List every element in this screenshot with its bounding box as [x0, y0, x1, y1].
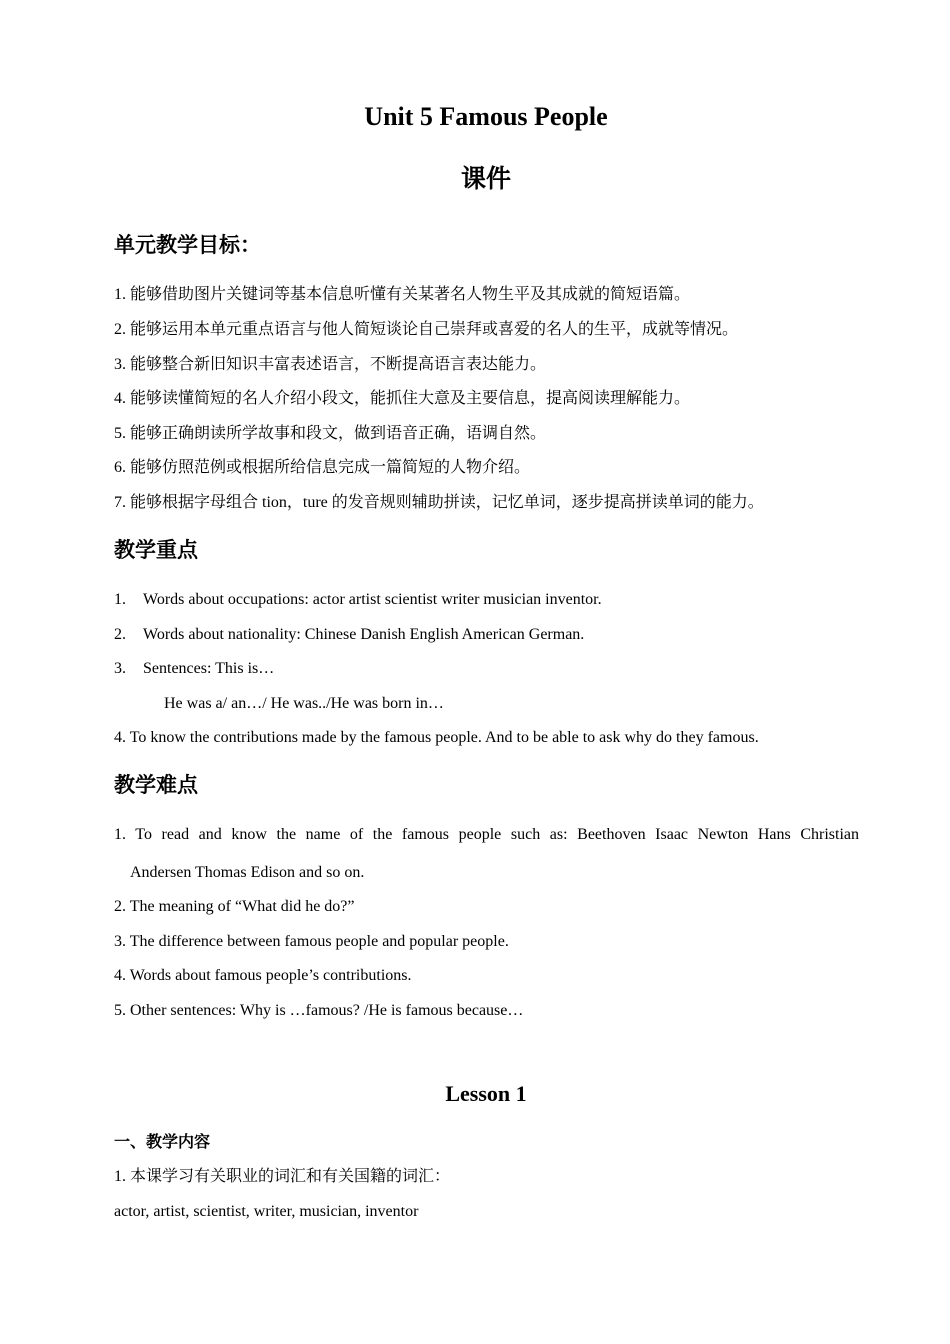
difficulty-item-line: 1. To read and know the name of the famous people such as: Beethoven Isaac Newton Hans Christian [114, 826, 859, 843]
key-point-number: 2. [114, 626, 126, 643]
key-point-item [114, 589, 602, 611]
key-point-number: 4. [114, 729, 126, 746]
lesson-content-line: 1. 本课学习有关职业的词汇和有关国籍的词汇： [114, 1168, 451, 1185]
key-point-text: Sentences: This is… [143, 660, 275, 677]
difficulties-heading: 教学难点 [114, 773, 198, 797]
key-point-sentence-patterns: He was a/ an…/ He was../He was born in… [164, 695, 444, 712]
document-subtitle: 课件 [460, 164, 511, 193]
difficulty-item: 5. Other sentences: Why is …famous? /He is famous because… [114, 1002, 524, 1019]
objective-text: 能够读懂简短的名人介绍小段文，能抓住大意及主要信息，提高阅读理解能力。 [130, 390, 691, 407]
difficulty-item: 3. The difference between famous people and popular people. [114, 933, 509, 950]
key-point-text: To know the contributions made by the famous people. And to be able to ask why do they famous. [129, 729, 759, 746]
key-point-item [114, 658, 274, 680]
teaching-content-heading: 一、教学内容 [114, 1132, 211, 1151]
objective-number: 2. [114, 321, 126, 338]
unit-title: Unit 5 Famous People [364, 102, 608, 131]
key-point-number: 1. [114, 591, 126, 608]
lesson-title: Lesson 1 [445, 1081, 527, 1106]
objective-number: 5. [114, 425, 126, 442]
difficulty-item: 4. Words about famous people’s contributions. [114, 967, 412, 984]
difficulty-item-continuation: Andersen Thomas Edison and so on. [130, 864, 365, 881]
objective-number: 7. [114, 494, 126, 511]
objective-text: 能够运用本单元重点语言与他人简短谈论自己崇拜或喜爱的名人的生平，成就等情况。 [130, 321, 739, 338]
objective-text: 能够根据字母组合 tion，ture 的发音规则辅助拼读，记忆单词，逐步提高拼读单词的能力。 [130, 494, 764, 511]
key-points-heading: 教学重点 [114, 538, 198, 562]
objective-number: 3. [114, 356, 126, 373]
objective-item [114, 354, 546, 376]
objective-number: 1. [114, 286, 126, 303]
key-point-text: Words about occupations: actor artist scientist writer musician inventor. [143, 591, 602, 608]
objectives-heading: 单元教学目标： [114, 233, 261, 257]
objective-text: 能够整合新旧知识丰富表述语言，不断提高语言表达能力。 [130, 356, 547, 373]
occupation-word-list: actor, artist, scientist, writer, musician, inventor [114, 1203, 419, 1220]
objective-number: 4. [114, 390, 126, 407]
objective-text: 能够正确朗读所学故事和段文，做到语音正确，语调自然。 [130, 425, 547, 442]
objective-item [114, 492, 764, 514]
objective-item [114, 423, 546, 445]
objective-text: 能够仿照范例或根据所给信息完成一篇简短的人物介绍。 [130, 459, 531, 476]
objective-item [114, 388, 690, 410]
key-point-number: 3. [114, 660, 126, 677]
objective-text: 能够借助图片关键词等基本信息听懂有关某著名人物生平及其成就的简短语篇。 [130, 286, 691, 303]
objective-item [114, 319, 738, 341]
key-point-item [114, 727, 759, 749]
objective-number: 6. [114, 459, 126, 476]
key-point-text: Words about nationality: Chinese Danish English American German. [143, 626, 585, 643]
key-point-item [114, 624, 584, 646]
objective-item [114, 284, 690, 306]
difficulty-item: 2. The meaning of “What did he do?” [114, 898, 355, 915]
objective-item [114, 457, 530, 479]
